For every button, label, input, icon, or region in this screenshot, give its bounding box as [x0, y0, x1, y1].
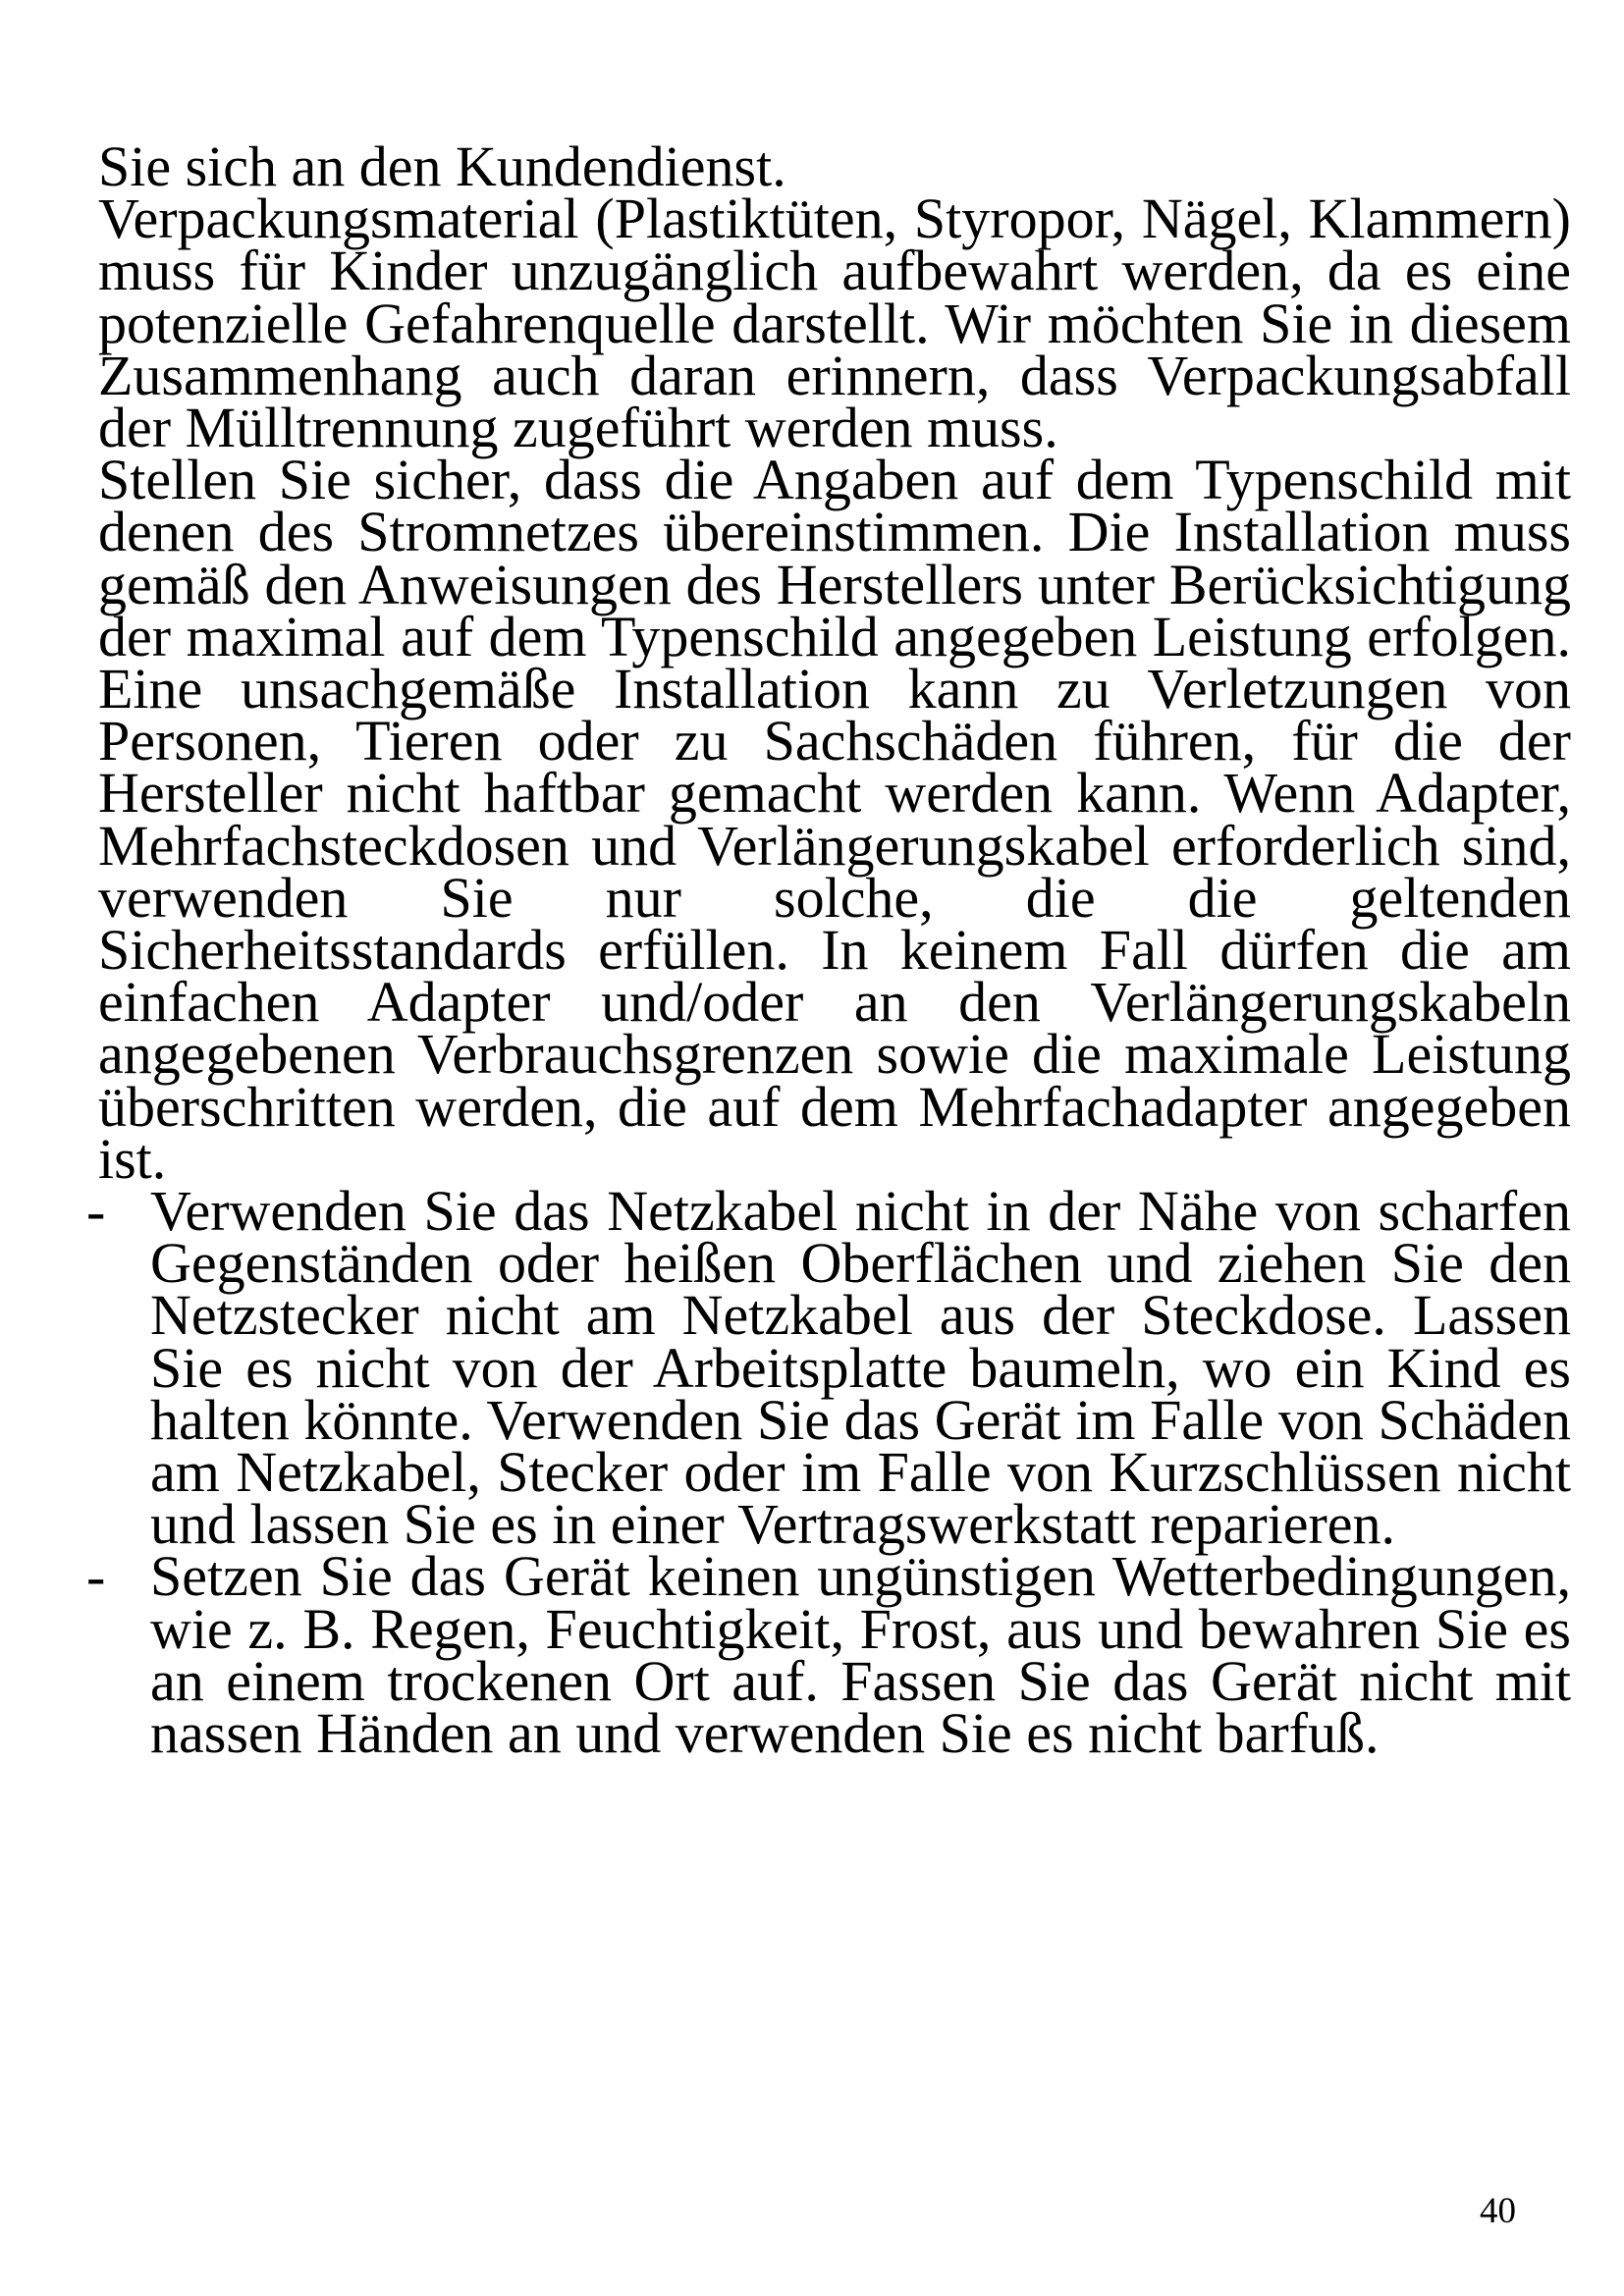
paragraph-continuation: Sie sich an den Kundendienst. [98, 134, 786, 198]
paragraph-packaging-material: Verpackungsmaterial (Plastiktüten, Styropor, Nägel, Klammern) muss für Kinder unzugänglich aufbewahrt werden, da es eine potenzielle Gefahrenquelle darstellt. Wir möchten Sie in diesem Zusammenhang auch daran erinnern, dass Verpackungsabfall der Mülltrennung zugeführt werden muss. [98, 187, 1571, 460]
safety-list [86, 1179, 1571, 1766]
paragraph-installation: Stellen Sie sicher, dass die Angaben auf dem Typenschild mit denen des Stromnetzes übereinstimmen. Die Installation muss gemäß den Anweisungen des Herstellers unter Berücksichtigung der maximal auf dem Typenschild angegeben Leistung erfolgen. Eine unsachgemäße Installation kann zu Verletzungen von Personen, Tieren oder zu Sachschäden führen, für die der Hersteller nicht haftbar gemacht werden kann. Wenn Adapter, Mehrfachsteckdosen und Verlängerungskabel erforderlich sind, verwenden Sie nur solche, die die geltenden Sicherheitsstandards erfüllen. In keinem Fall dürfen die am einfachen Adapter und/oder an den Verlängerungskabeln angegebenen Verbrauchsgrenzen sowie die maximale Leistung überschritten werden, die auf dem Mehrfachadapter angegeben ist. [98, 448, 1571, 1191]
bullet-dash: - [86, 1544, 106, 1609]
list-item-power-cord [86, 1179, 1571, 1557]
body-text [86, 134, 1571, 1766]
bullet-dash: - [86, 1179, 106, 1244]
list-item-weather [86, 1544, 1571, 1766]
list-item-text: Verwenden Sie das Netzkabel nicht in der Nähe von scharfen Gegenständen oder heißen Oberflächen und ziehen Sie den Netzstecker nicht am Netzkabel aus der Steckdose. Lassen Sie es nicht von der Arbeitsplatte baumeln, wo ein Kind es halten könnte. Verwenden Sie das Gerät im Falle von Schäden am Netzkabel, Stecker oder im Falle von Kurzschlüssen nicht und lassen Sie es in einer Vertragswerkstatt reparieren. [150, 1179, 1571, 1557]
list-item-text: Setzen Sie das Gerät keinen ungünstigen Wetterbedingungen, wie z. B. Regen, Feuchtigkeit, Frost, aus und bewahren Sie es an einem trockenen Ort auf. Fassen Sie das Gerät nicht mit nassen Händen an und verwenden Sie es nicht barfuß. [150, 1544, 1571, 1766]
page-number: 40 [1480, 2191, 1516, 2231]
